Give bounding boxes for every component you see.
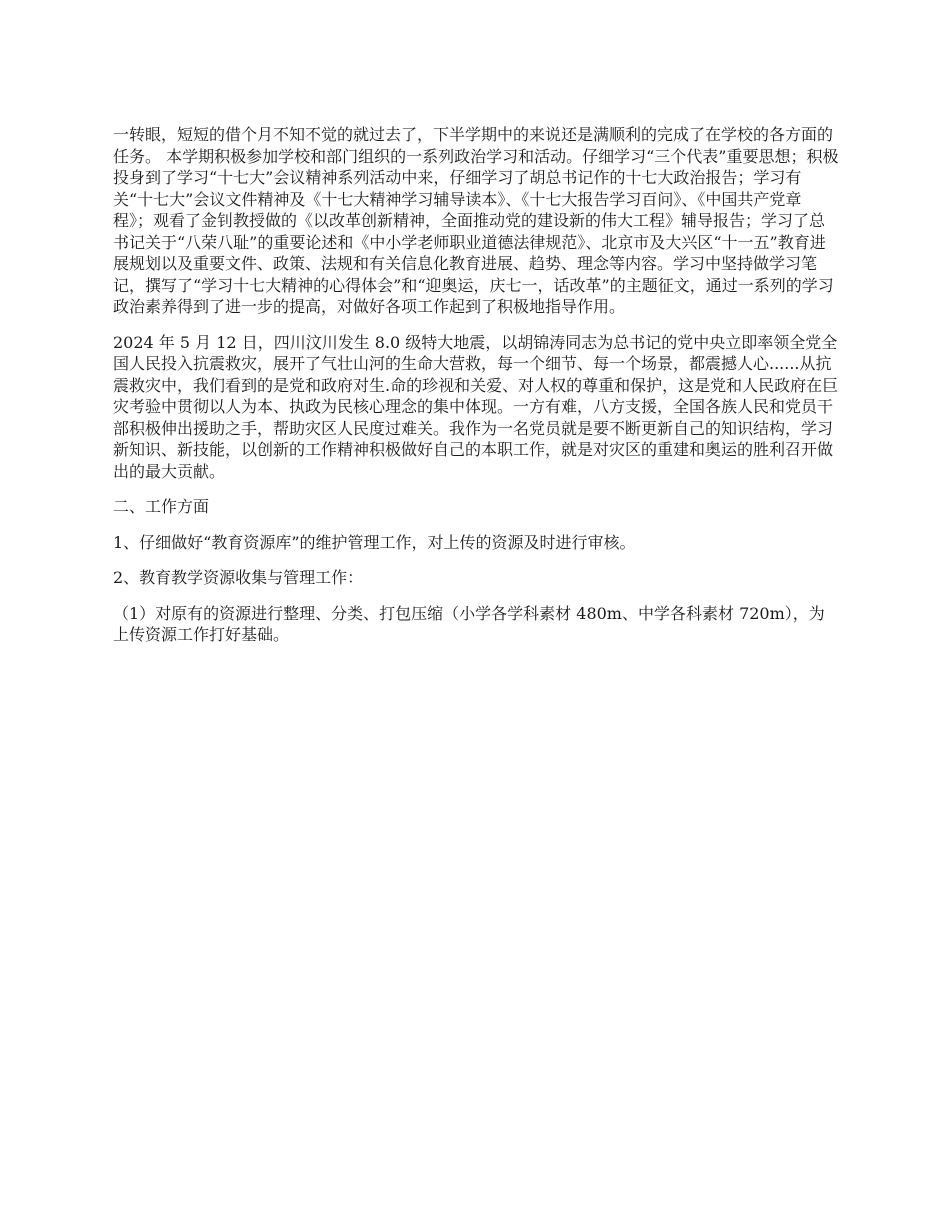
document-page — [113, 124, 839, 660]
sub-item-resource-organizing: （1）对原有的资源进行整理、分类、打包压缩（小学各学科素材 480m、中学各科素材 720m），为上传资源工作打好基础。 — [113, 603, 825, 644]
list-item-resource-library: 1、仔细做好“教育资源库”的维护管理工作，对上传的资源及时进行审核。 — [113, 532, 636, 552]
paragraph-political-study: 一转眼，短短的借个月不知不觉的就过去了，下半学期中的来说还是满顺利的完成了在学校的各方面的任务。 本学期积极参加学校和部门组织的一系列政治学习和活动。仔细学习“三个代表”重要思想；积极投身到了学习“十七大”会议精神系列活动中来，仔细学习了胡总书记作的十七大政治报告；学习有关“十七大”会议文件精神及《十七大精神学习辅导读本》、《十七大报告学习百问》、《中国共产党章程》；观看了金钊教授做的《以改革创新精神，全面推动党的建设新的伟大工程》辅导报告；学习了总书记关于“八荣八耻”的重要论述和《中小学老师职业道德法律规范》、北京市及大兴区“十一五”教育进展规划以及重要文件、政策、法规和有关信息化教育进展、趋势、理念等内容。学习中坚持做学习笔记，撰写了“学习十七大精神的心得体会”和“迎奥运，庆七一，话改革”的主题征文，通过一系列的学习政治素养得到了进一步的提高，对做好各项工作起到了积极地指导作用。 — [113, 125, 839, 316]
list-item-resource-collection: 2、教育教学资源收集与管理工作： — [113, 568, 364, 587]
section-heading-work: 二、工作方面 — [113, 497, 210, 516]
paragraph-earthquake-relief: 2024 年 5 月 12 日，四川汶川发生 8.0 级特大地震，以胡锦涛同志为总书记的党中央立即率领全党全国人民投入抗震救灾，展开了气壮山河的生命大营救，每一个细节、每一个场景，都震撼人心......从抗震救灾中，我们看到的是党和政府对生.命的珍视和关爱、对人权的尊重和保护，这是党和人民政府在巨灾考验中贯彻以人为本、执政为民核心理念的集中体现。一方有难，八方支援，全国各族人民和党员干部积极伸出援助之手，帮助灾区人民度过难关。我作为一名党员就是要不断更新自己的知识结构，学习新知识、新技能，以创新的工作精神积极做好自己的本职工作，就是对灾区的重建和奥运的胜利召开做出的最大贡献。 — [113, 332, 839, 481]
